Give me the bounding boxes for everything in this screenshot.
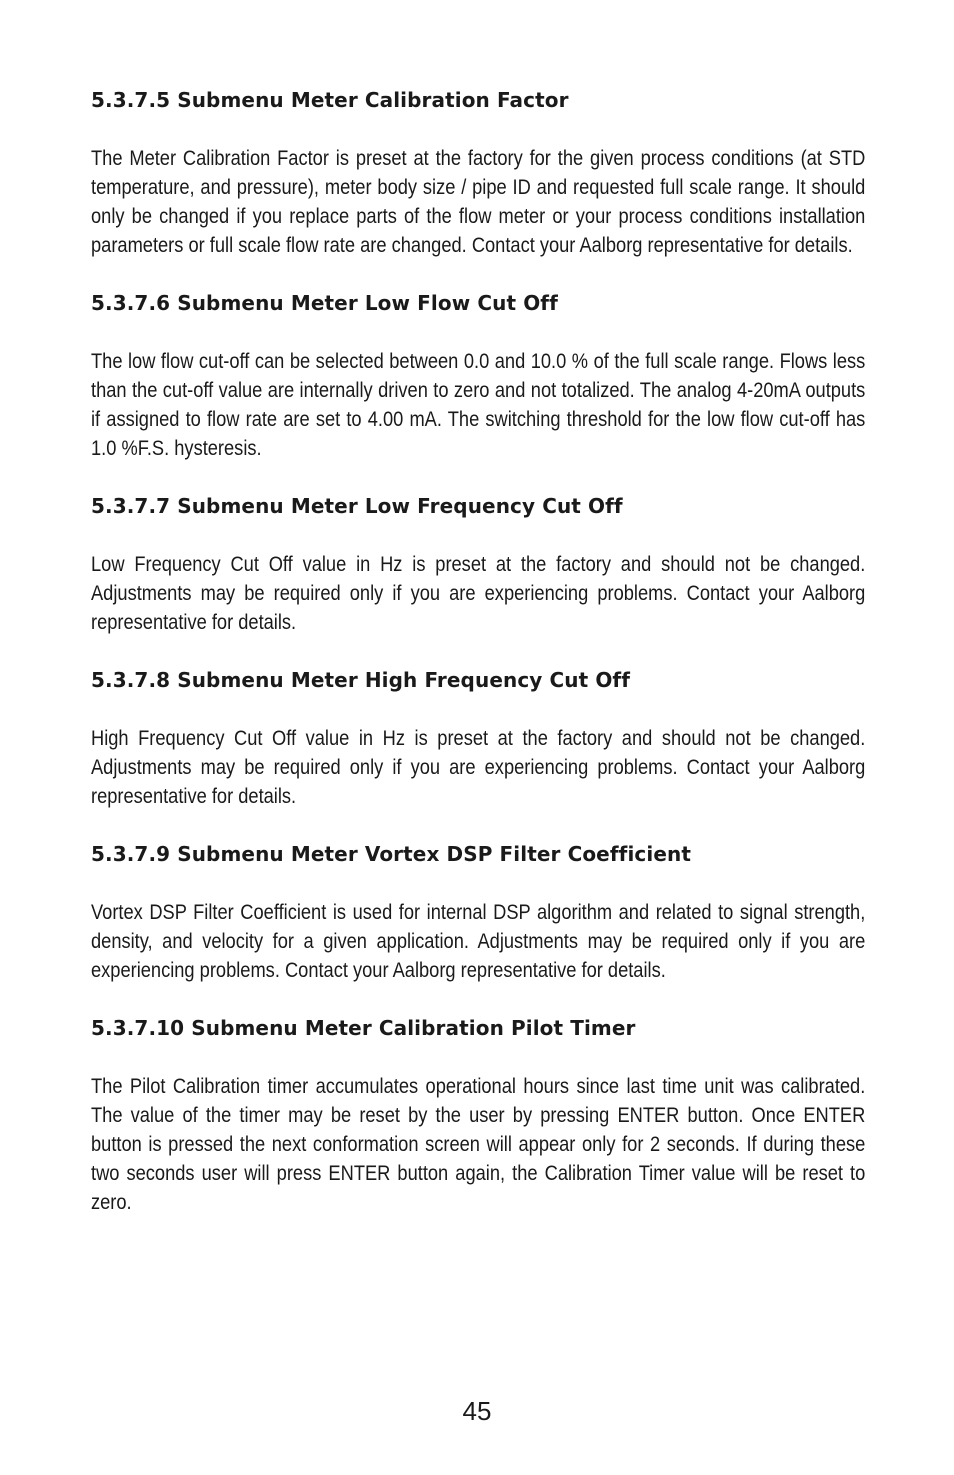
section-heading: 5.3.7.9 Submenu Meter Vortex DSP Filter Coefficient [91, 842, 691, 866]
section-high-frequency-cut-off [91, 666, 865, 811]
section-body: The Pilot Calibration timer accumulates operational hours since last time unit was calibrated. The value of the timer may be reset by the user by pressing ENTER button. Once ENTER button is pressed the next conformation screen will appear only for 2 seconds. If during these two seconds user will press ENTER button again, the Calibration Timer value will be reset to zero. [91, 1075, 866, 1214]
section-heading: 5.3.7.5 Submenu Meter Calibration Factor [91, 88, 569, 112]
section-calibration-factor [91, 86, 865, 260]
section-low-flow-cut-off [91, 289, 865, 463]
section-heading: 5.3.7.8 Submenu Meter High Frequency Cut Off [91, 668, 631, 692]
section-heading: 5.3.7.10 Submenu Meter Calibration Pilot Timer [91, 1016, 636, 1040]
document-page [91, 86, 865, 1246]
section-heading: 5.3.7.7 Submenu Meter Low Frequency Cut Off [91, 494, 623, 518]
section-low-frequency-cut-off [91, 492, 865, 637]
section-body: High Frequency Cut Off value in Hz is preset at the factory and should not be changed. Adjustments may be required only if you are experiencing problems. Contact your Aalborg representative for details. [91, 727, 866, 808]
section-body: Low Frequency Cut Off value in Hz is preset at the factory and should not be changed. Adjustments may be required only if you are experiencing problems. Contact your Aalborg representative for details. [91, 553, 866, 634]
page-number: 45 [462, 1396, 492, 1426]
section-heading: 5.3.7.6 Submenu Meter Low Flow Cut Off [91, 291, 558, 315]
section-calibration-pilot-timer [91, 1014, 865, 1217]
section-body: Vortex DSP Filter Coefficient is used for internal DSP algorithm and related to signal strength, density, and velocity for a given application. Adjustments may be required only if you are experiencing problems. Contact your Aalborg representative for details. [91, 901, 866, 982]
section-dsp-filter-coefficient [91, 840, 865, 985]
section-body: The Meter Calibration Factor is preset at the factory for the given process conditions (at STD temperature, and pressure), meter body size / pipe ID and requested full scale range. It should only be changed if you replace parts of the flow meter or your process conditions installation parameters or full scale flow rate are changed. Contact your Aalborg representative for details. [91, 147, 866, 257]
section-body: The low flow cut-off can be selected between 0.0 and 10.0 % of the full scale range. Flows less than the cut-off value are internally driven to zero and not totalized. The analog 4-20mA outputs if assigned to flow rate are set to 4.00 mA. The switching threshold for the low flow cut-off has 1.0 %F.S. hysteresis. [91, 350, 866, 460]
